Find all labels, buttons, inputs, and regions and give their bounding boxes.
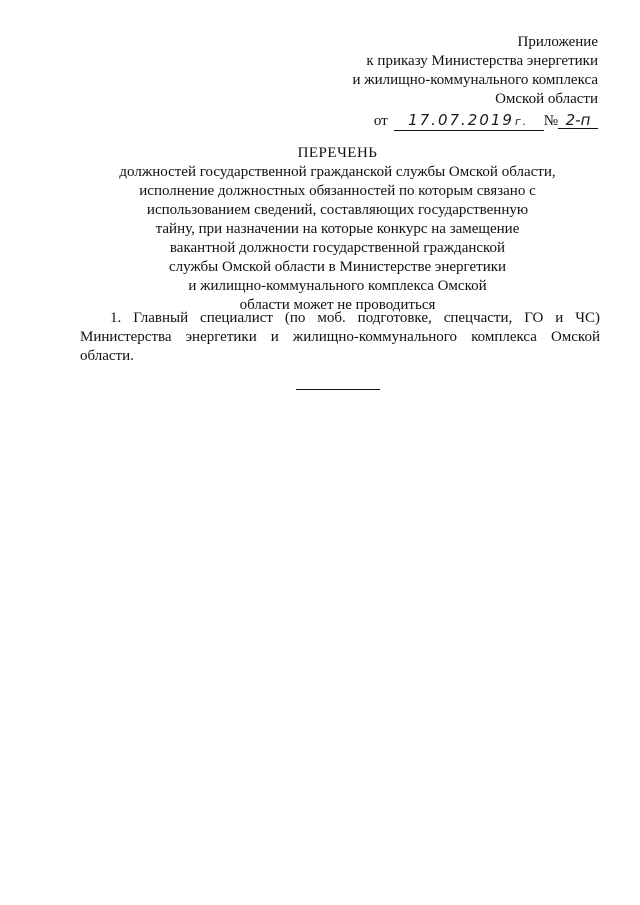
end-divider	[296, 389, 380, 390]
title-line: службы Омской области в Министерстве энергетики	[168, 259, 507, 275]
list-item	[80, 309, 600, 366]
title-line: должностей государственной гражданской службы Омской области,	[119, 164, 556, 180]
title-line: тайну, при назначении на которые конкурс на замещение	[155, 221, 520, 237]
list-item-line: 1. Главный специалист (по моб. подготовке, спецчасти, ГО и ЧС)	[110, 310, 600, 326]
title-line: и жилищно-коммунального комплекса Омской	[188, 278, 487, 294]
appendix-order-reference: к приказу Министерства энергетики	[366, 53, 598, 69]
order-date-number-line	[353, 112, 599, 131]
number-sign: №	[543, 113, 558, 129]
title-line: вакантной должности государственной гражданской	[169, 240, 506, 256]
order-number-handwritten: 2-п	[558, 112, 598, 129]
appendix-block	[353, 33, 599, 131]
appendix-region: Омской области	[495, 91, 598, 107]
order-date-handwritten	[394, 112, 544, 131]
appendix-label: Приложение	[517, 34, 598, 50]
year-suffix: г.	[514, 115, 529, 128]
title-line: области может не проводиться	[239, 297, 436, 313]
list-item-line: Министерства энергетики и жилищно-коммунального комплекса Омской	[80, 329, 600, 345]
document-heading: ПЕРЕЧЕНЬ	[297, 145, 378, 161]
order-date-value: 17.07.2019	[408, 111, 514, 129]
title-line: использованием сведений, составляющих государственную	[146, 202, 529, 218]
list-item-line: области.	[80, 348, 134, 364]
title-line: исполнение должностных обязанностей по которым связано с	[139, 183, 536, 199]
order-prefix: от	[373, 113, 388, 129]
document-title-block	[60, 144, 615, 315]
appendix-ministry-name: и жилищно-коммунального комплекса	[352, 72, 598, 88]
